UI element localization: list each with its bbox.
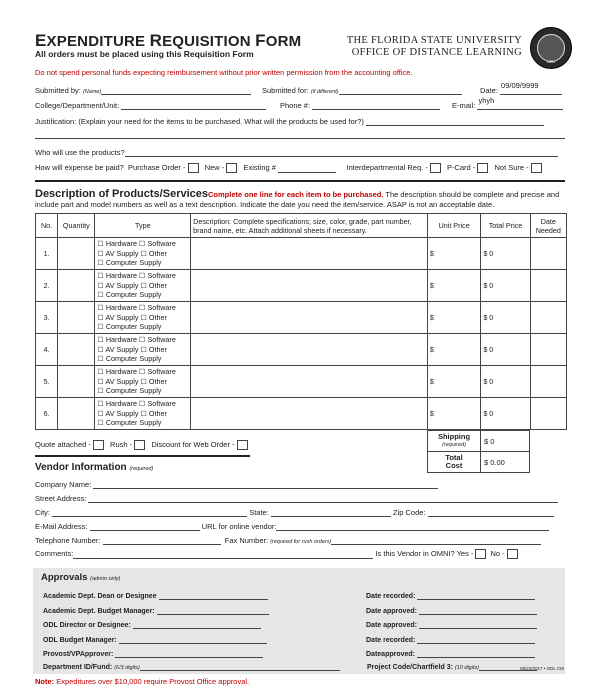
total-price-cell[interactable]: $ 0 <box>481 302 530 334</box>
vendor-email-row: E-Mail Address: URL for online vendor: <box>35 521 549 531</box>
submitted-for-field[interactable] <box>339 85 462 95</box>
comments-field[interactable] <box>73 549 373 559</box>
city-field[interactable] <box>52 507 247 517</box>
justification-row: Justification: (Explain your need for the items to be purchased. What will the products be used for?) <box>35 116 544 126</box>
row-number: 4. <box>36 334 58 366</box>
unit-price-cell[interactable]: $ <box>427 270 480 302</box>
email-row: E-mail: yhyh <box>452 100 563 110</box>
description-cell[interactable] <box>191 302 428 334</box>
type-cell[interactable]: ☐ Hardware ☐ Software ☐ AV Supply ☐ Other ☐ Computer Supply <box>95 366 191 398</box>
footer-note: Note: Expeditures over $10,000 require Provost Office approval. <box>35 677 250 686</box>
date-needed-cell[interactable] <box>530 398 566 430</box>
shipping-value-cell[interactable]: $ 0 <box>480 430 530 452</box>
street-address-field[interactable] <box>88 493 558 503</box>
approval-date-row: Date recorded: <box>366 634 535 644</box>
submitted-by-field[interactable] <box>101 85 251 95</box>
new-checkbox[interactable] <box>226 163 237 173</box>
vendor-city-row: City: State: Zip Code: <box>35 507 554 517</box>
dept-id-field[interactable] <box>140 661 340 671</box>
vendor-email-field[interactable] <box>90 521 200 531</box>
vendor-comments-row: Comments: Is this Vendor in OMNI? Yes - No - <box>35 549 520 559</box>
dept-id-row: Department ID/Fund: (6/3 digits) <box>43 661 340 671</box>
total-cost-label-cell: Total Cost <box>427 451 481 473</box>
quantity-cell[interactable] <box>58 238 95 270</box>
approvals-panel <box>33 568 565 674</box>
approval-date-field[interactable] <box>417 648 535 658</box>
date-needed-cell[interactable] <box>530 270 566 302</box>
approval-signature-field[interactable] <box>119 634 267 644</box>
approval-signature-field[interactable] <box>133 619 261 629</box>
table-row <box>36 238 567 270</box>
description-cell[interactable] <box>191 398 428 430</box>
row-number: 1. <box>36 238 58 270</box>
unit-price-cell[interactable]: $ <box>427 366 480 398</box>
vendor-heading: Vendor Information (required) <box>35 462 154 473</box>
shipping-label-cell: Shipping (required) <box>427 430 481 452</box>
row-number: 6. <box>36 398 58 430</box>
total-price-cell[interactable]: $ 0 <box>481 270 530 302</box>
form-version: 08/23/2017 • ODL CM <box>520 666 564 671</box>
approval-signature-field[interactable] <box>159 590 268 600</box>
table-row <box>36 366 567 398</box>
approval-date-row: Date recorded: <box>366 590 535 600</box>
products-description: Description of Products/ServicesComplete one line for each item to be purchased. The description should be complete and precise and include part and model numbers as well as a text description. Indicate the date you need the item/service. ASAP is not an acceptable date. <box>35 188 560 209</box>
col-quantity: Quantity <box>58 214 95 238</box>
quote-attached-checkbox[interactable] <box>93 440 104 450</box>
vendor-phone-row: Telephone Number: Fax Number: (required for rush orders) <box>35 535 541 545</box>
approval-row: ODL Director or Designee: <box>43 619 261 629</box>
submitted-by-row: Submitted by: (Name) <box>35 85 251 95</box>
total-price-cell[interactable]: $ 0 <box>481 398 530 430</box>
university-seal-icon: 1851 <box>530 27 572 69</box>
type-cell[interactable]: ☐ Hardware ☐ Software ☐ AV Supply ☐ Other ☐ Computer Supply <box>95 302 191 334</box>
quantity-cell[interactable] <box>58 270 95 302</box>
existing-number-field[interactable] <box>278 163 336 173</box>
unit-price-cell[interactable]: $ <box>427 398 480 430</box>
form-title: EXPENDITURE REQUISITION FORM <box>35 31 302 50</box>
phone-field[interactable] <box>312 100 440 110</box>
total-price-cell[interactable]: $ 0 <box>481 366 530 398</box>
payment-row: How will expense be paid? Purchase Order - New - Existing # Interdepartmental Req. - P-Card - Not Sure - <box>35 163 544 173</box>
approval-signature-field[interactable] <box>115 648 263 658</box>
approval-date-field[interactable] <box>417 590 535 600</box>
quantity-cell[interactable] <box>58 334 95 366</box>
project-code-row: Project Code/Chartfield 3: (10 digits) <box>367 661 537 671</box>
type-cell[interactable]: ☐ Hardware ☐ Software ☐ AV Supply ☐ Other ☐ Computer Supply <box>95 398 191 430</box>
rush-checkbox[interactable] <box>134 440 145 450</box>
total-price-cell[interactable]: $ 0 <box>481 334 530 366</box>
approval-row: Provost/VPApprover: <box>43 648 263 658</box>
unit-price-cell[interactable]: $ <box>427 334 480 366</box>
quantity-cell[interactable] <box>58 366 95 398</box>
approval-date-row: Date approved: <box>366 605 537 615</box>
approval-row: Academic Dept. Budget Manager: <box>43 605 269 615</box>
table-row <box>36 302 567 334</box>
pcard-checkbox[interactable] <box>477 163 488 173</box>
table-row <box>36 398 567 430</box>
approval-date-field[interactable] <box>417 634 535 644</box>
table-row <box>36 270 567 302</box>
vendor-street-row: Street Address: <box>35 493 558 503</box>
approval-date-row: Dateapproved: <box>366 648 535 658</box>
college-field[interactable] <box>121 100 266 110</box>
omni-yes-checkbox[interactable] <box>475 549 486 559</box>
omni-no-checkbox[interactable] <box>507 549 518 559</box>
warning-text: Do not spend personal funds expecting reimbursement without prior written permission from the accounting office. <box>35 68 413 77</box>
type-cell[interactable]: ☐ Hardware ☐ Software ☐ AV Supply ☐ Other ☐ Computer Supply <box>95 334 191 366</box>
who-use-field[interactable] <box>125 147 558 157</box>
justification-field[interactable] <box>366 116 544 126</box>
row-number: 3. <box>36 302 58 334</box>
row-number: 5. <box>36 366 58 398</box>
total-cost-value-cell[interactable]: $ 0.00 <box>480 451 530 473</box>
col-date-needed: Date Needed <box>530 214 566 238</box>
vendor-phone-field[interactable] <box>103 535 221 545</box>
date-needed-cell[interactable] <box>530 366 566 398</box>
phone-row: Phone #: <box>280 100 440 110</box>
approval-date-field[interactable] <box>419 619 537 629</box>
unit-price-cell[interactable]: $ <box>427 238 480 270</box>
date-field[interactable]: 09/09/9999 <box>500 85 562 95</box>
approval-signature-field[interactable] <box>157 605 269 615</box>
approval-row: ODL Budget Manager: <box>43 634 267 644</box>
vendor-url-field[interactable] <box>276 521 549 531</box>
zip-code-field[interactable] <box>428 507 554 517</box>
university-name: THE FLORIDA STATE UNIVERSITY OFFICE OF DISTANCE LEARNING <box>346 35 522 58</box>
date-needed-cell[interactable] <box>530 334 566 366</box>
college-row: College/Department/Unit: <box>35 100 266 110</box>
unit-price-cell[interactable]: $ <box>427 302 480 334</box>
col-unit-price: Unit Price <box>427 214 480 238</box>
table-row <box>36 334 567 366</box>
type-cell[interactable]: ☐ Hardware ☐ Software ☐ AV Supply ☐ Other ☐ Computer Supply <box>95 270 191 302</box>
col-type: Type <box>95 214 191 238</box>
total-price-cell[interactable]: $ 0 <box>481 238 530 270</box>
form-subtitle: All orders must be placed using this Requisition Form <box>35 49 254 59</box>
description-cell[interactable] <box>191 238 428 270</box>
description-cell[interactable] <box>191 270 428 302</box>
table-header-row <box>36 214 567 238</box>
company-name-field[interactable] <box>93 479 438 489</box>
approvals-heading: Approvals (admin only) <box>41 572 121 583</box>
products-table <box>35 213 567 430</box>
who-use-row: Who will use the products? <box>35 147 558 157</box>
quantity-cell[interactable] <box>58 302 95 334</box>
discount-checkbox[interactable] <box>237 440 248 450</box>
vendor-company-row: Company Name: <box>35 479 438 489</box>
date-row: Date: 09/09/9999 <box>480 85 562 95</box>
row-number: 2. <box>36 270 58 302</box>
email-field[interactable]: yhyh <box>477 100 563 110</box>
approval-date-row: Date approved: <box>366 619 537 629</box>
col-description: Description: Complete specifications; size, color, grade, part number, brand name, etc. Attach additional sheets if necessary. <box>191 214 428 238</box>
interdepartmental-checkbox[interactable] <box>430 163 441 173</box>
description-cell[interactable] <box>191 366 428 398</box>
date-needed-cell[interactable] <box>530 302 566 334</box>
purchase-order-checkbox[interactable] <box>188 163 199 173</box>
not-sure-checkbox[interactable] <box>531 163 542 173</box>
state-field[interactable] <box>271 507 391 517</box>
vendor-fax-field[interactable] <box>331 535 541 545</box>
description-cell[interactable] <box>191 334 428 366</box>
justification-line-2[interactable] <box>35 138 565 139</box>
quantity-cell[interactable] <box>58 398 95 430</box>
section-divider <box>35 180 565 182</box>
date-needed-cell[interactable] <box>530 238 566 270</box>
approval-date-field[interactable] <box>419 605 537 615</box>
quote-row: Quote attached - Rush - Discount for Web Order - <box>35 440 250 450</box>
type-cell[interactable]: ☐ Hardware ☐ Software ☐ AV Supply ☐ Other ☐ Computer Supply <box>95 238 191 270</box>
col-no: No. <box>36 214 58 238</box>
approval-row: Academic Dept. Dean or Designee <box>43 590 268 600</box>
quote-underline <box>35 455 250 457</box>
col-total-price: Total Price <box>481 214 530 238</box>
submitted-for-row: Submitted for: (if different) <box>262 85 462 95</box>
